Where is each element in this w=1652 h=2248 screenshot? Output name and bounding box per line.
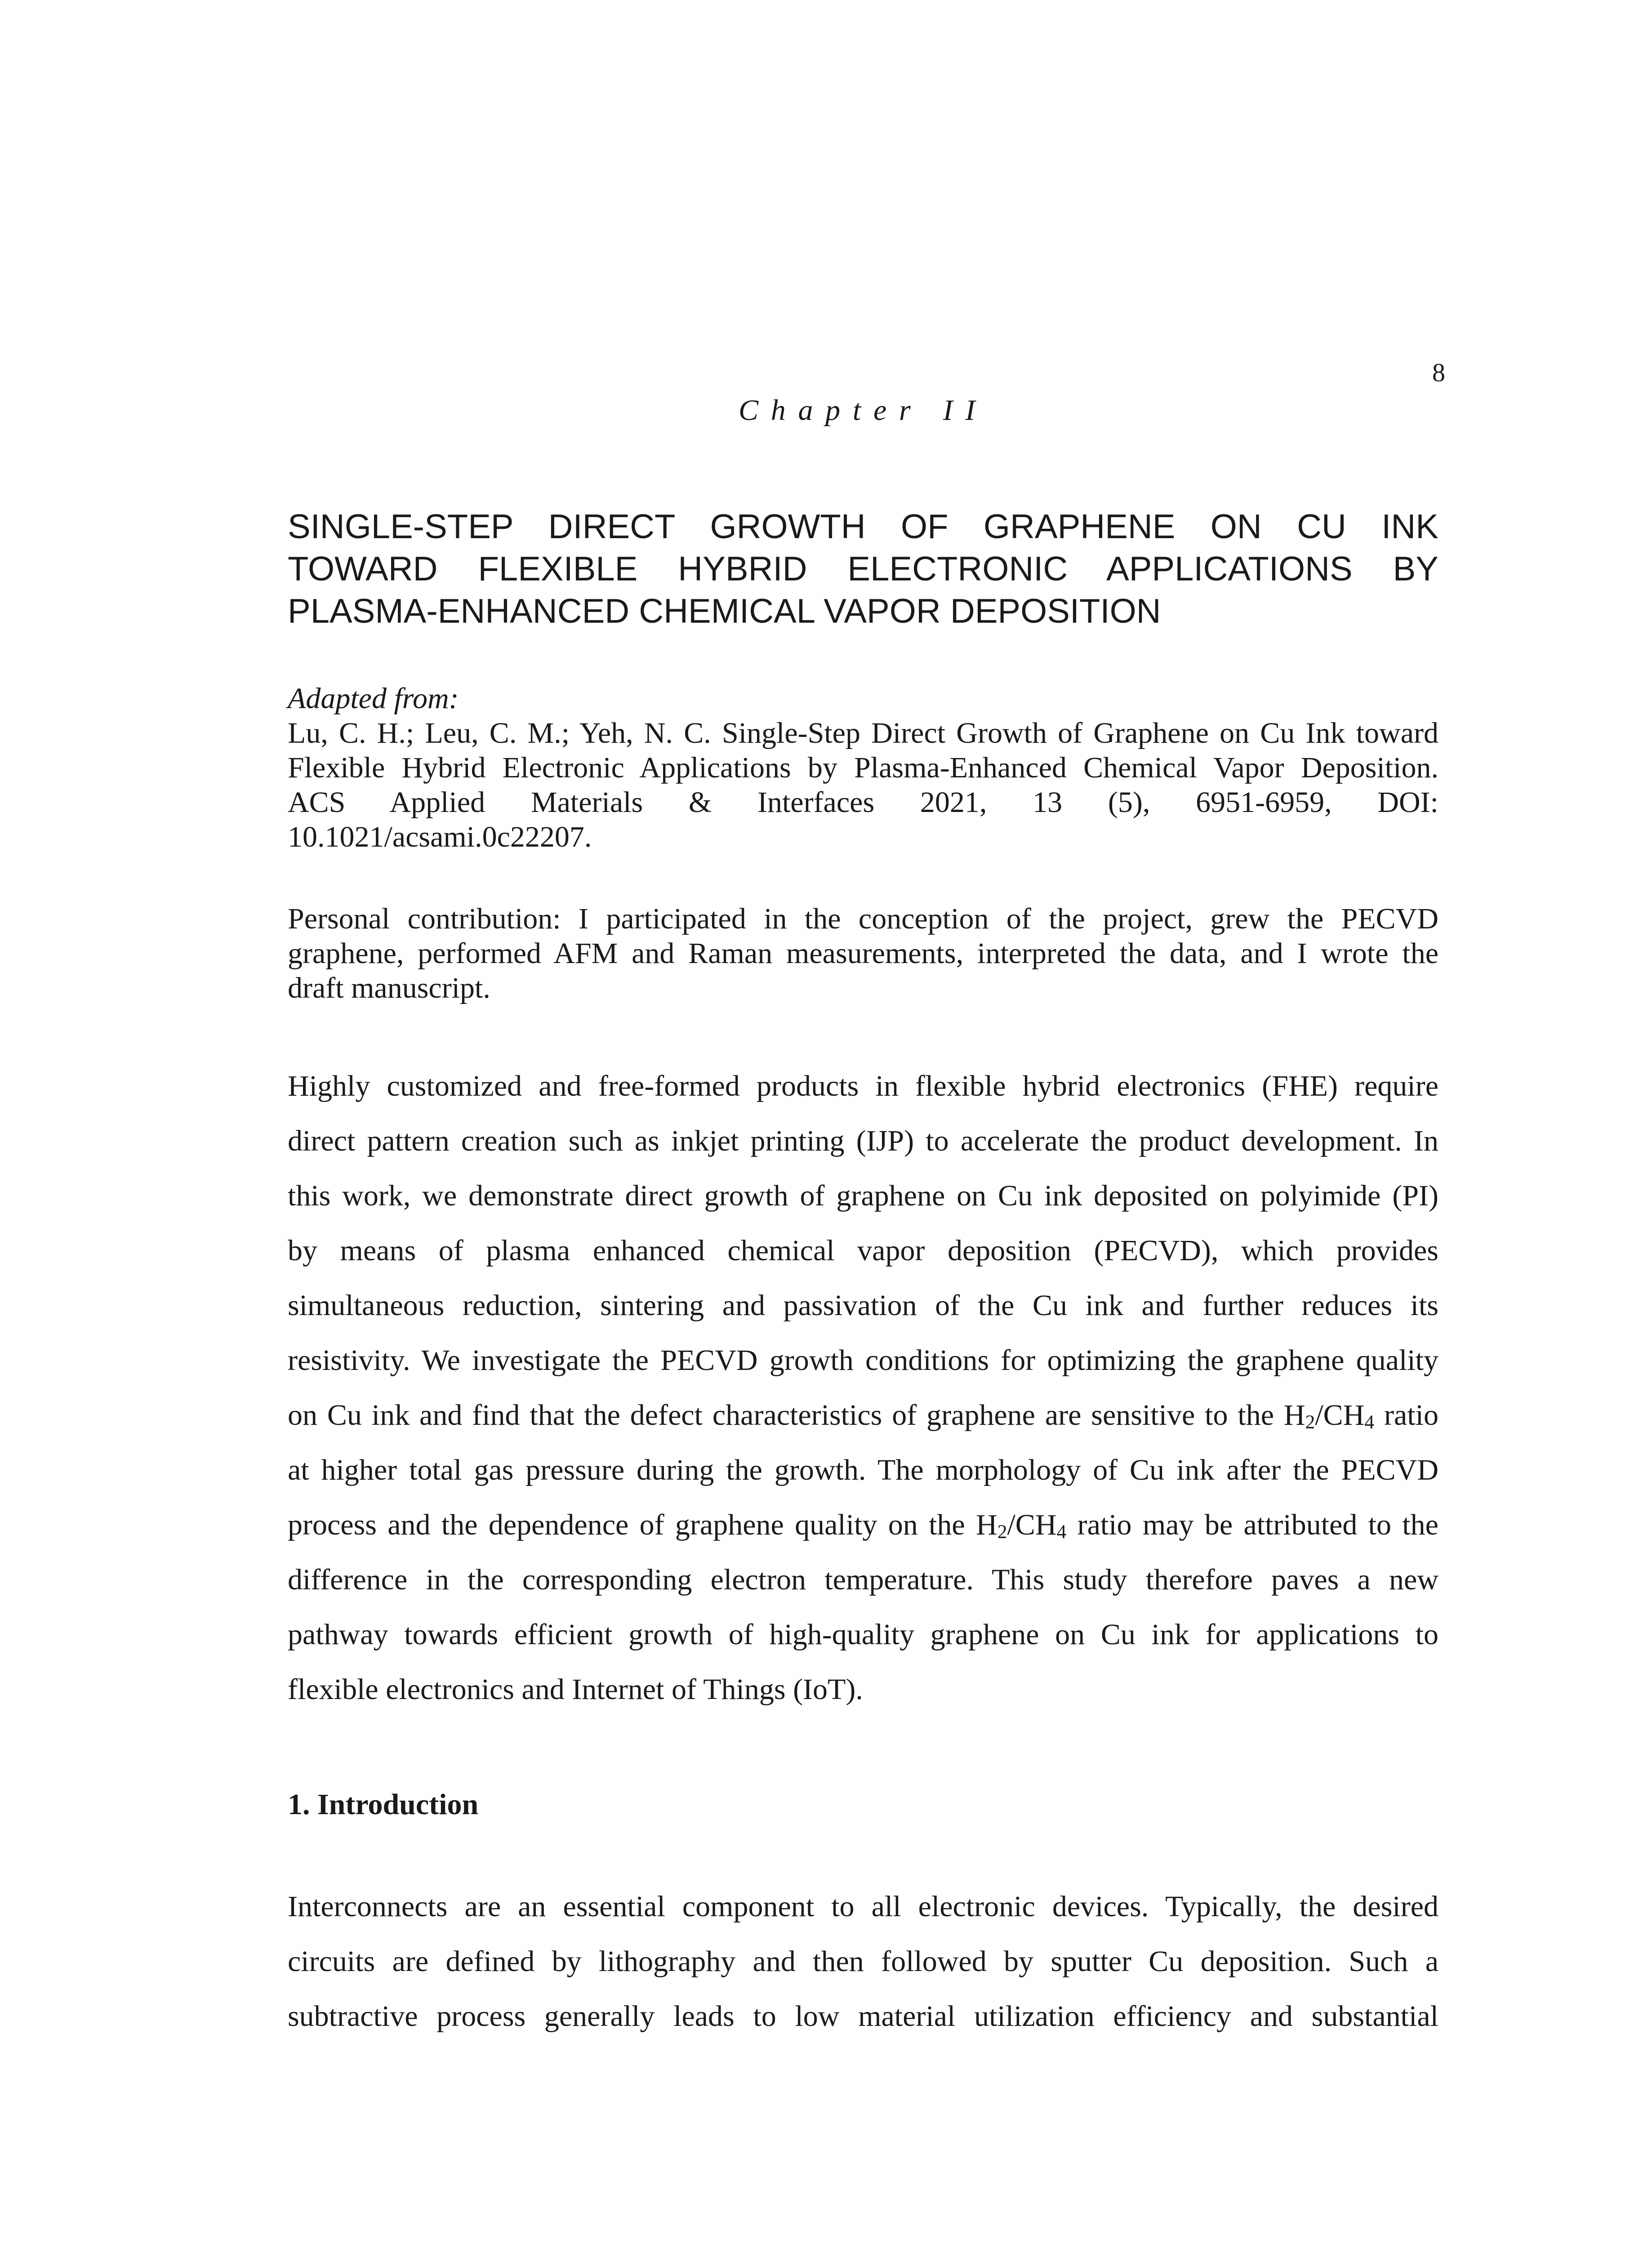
page-number: 8 [1432,358,1445,387]
ratio-text: ratio [1374,1399,1438,1432]
abstract-line: this work, we demonstrate direct growth of graphene on Cu ink deposited on polyimide (PI) [288,1179,1438,1212]
contribution-line: draft manuscript. [288,972,490,1004]
abstract-line: flexible electronics and Internet of Things (IoT). [288,1673,863,1706]
abstract-line: resistivity. We investigate the PECVD growth conditions for optimizing the graphene quality [288,1344,1438,1377]
citation-line: Flexible Hybrid Electronic Applications by Plasma-Enhanced Chemical Vapor Deposition. [288,751,1438,784]
section-heading-introduction: 1. Introduction [288,1788,479,1821]
abstract-line: pathway towards efficient growth of high-quality graphene on Cu ink for applications to [288,1618,1438,1651]
contribution-line: Personal contribution: I participated in the conception of the project, grew the PECVD [288,902,1438,935]
chapter-title-line: SINGLE-STEP DIRECT GROWTH OF GRAPHENE ON CU INK [288,508,1438,546]
abstract-line: direct pattern creation such as inkjet printing (IJP) to accelerate the product development. In [288,1124,1438,1157]
citation-line: Lu, C. H.; Leu, C. M.; Yeh, N. C. Single-Step Direct Growth of Graphene on Cu Ink toward [288,717,1438,749]
subscript: 4 [1364,1411,1375,1433]
abstract-line: at higher total gas pressure during the growth. The morphology of Cu ink after the PECVD [288,1454,1438,1486]
subscript: 2 [1305,1411,1315,1433]
ratio-text: /CH [1007,1508,1057,1541]
abstract [288,1059,1438,1717]
chapter-heading: Chapter II [739,394,988,427]
ratio-text: /CH [1315,1399,1365,1432]
chapter-title [288,506,1438,633]
personal-contribution [288,901,1438,1005]
ratio-text: on Cu ink and find that the defect characteristics of graphene are sensitive to the H [288,1399,1305,1432]
abstract-line-ratio [288,1388,1438,1443]
citation-line: ACS Applied Materials & Interfaces 2021, 13 (5), 6951-6959, DOI: [288,786,1438,819]
citation-line: 10.1021/acsami.0c22207. [288,821,592,853]
abstract-line: by means of plasma enhanced chemical vapor deposition (PECVD), which provides [288,1234,1438,1267]
chapter-title-line: PLASMA-ENHANCED CHEMICAL VAPOR DEPOSITION [288,592,1161,630]
abstract-line-ratio [288,1498,1438,1552]
chapter-title-line: TOWARD FLEXIBLE HYBRID ELECTRONIC APPLICATIONS BY [288,550,1438,588]
abstract-line: difference in the corresponding electron temperature. This study therefore paves a new [288,1563,1438,1596]
introduction-body [288,1879,1438,2044]
subscript: 2 [997,1521,1007,1543]
abstract-line: simultaneous reduction, sintering and passivation of the Cu ink and further reduces its [288,1289,1438,1322]
adapted-from-block [288,681,1438,854]
subscript: 4 [1056,1521,1067,1543]
introduction-line: subtractive process generally leads to low material utilization efficiency and substantial [288,2000,1438,2033]
ratio-text: ratio may be attributed to the [1066,1508,1438,1541]
adapted-from-label: Adapted from: [288,682,459,715]
contribution-line: graphene, performed AFM and Raman measurements, interpreted the data, and I wrote the [288,937,1438,970]
introduction-line: circuits are defined by lithography and then followed by sputter Cu deposition. Such a [288,1945,1438,1978]
abstract-line: Highly customized and free-formed products in flexible hybrid electronics (FHE) require [288,1070,1438,1102]
ratio-text: process and the dependence of graphene quality on the H [288,1508,997,1541]
introduction-line: Interconnects are an essential component to all electronic devices. Typically, the desired [288,1890,1438,1923]
